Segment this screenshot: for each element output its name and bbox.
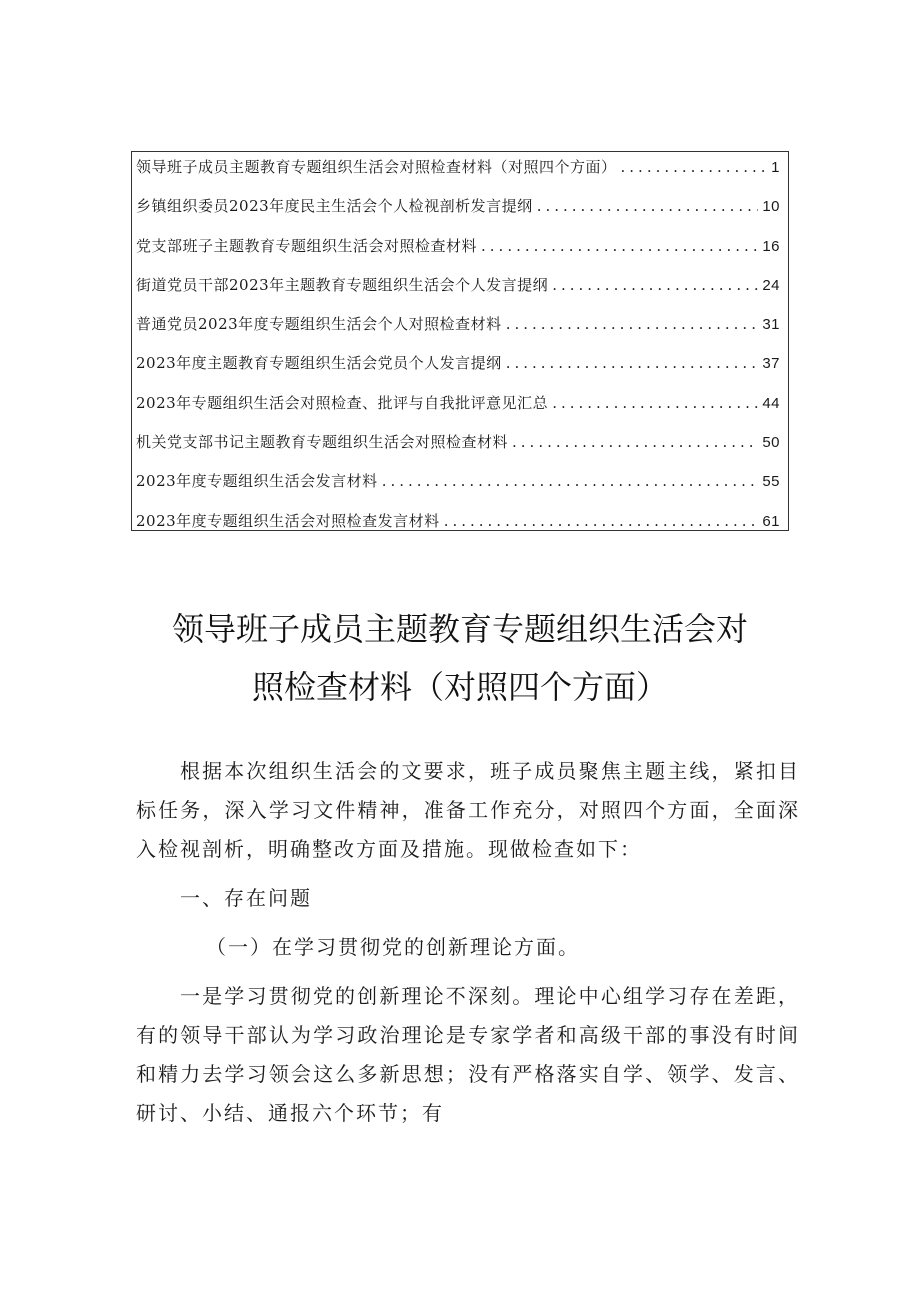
section-heading: 一、存在问题 — [180, 886, 312, 910]
toc-entry[interactable] — [136, 390, 780, 429]
toc-leader-dots — [552, 390, 758, 416]
subsection-heading: （一）在学习贯彻党的创新理论方面。 — [206, 935, 580, 959]
toc-entry[interactable] — [136, 193, 780, 232]
toc-entry-page: 24 — [762, 276, 780, 294]
toc-entry[interactable] — [136, 233, 780, 272]
toc-leader-dots — [506, 350, 759, 376]
toc-entry-page: 31 — [762, 316, 780, 334]
document-title-line-1: 领导班子成员主题教育专题组织生活会对 — [171, 610, 748, 648]
body-paragraph: 一是学习贯彻党的创新理论不深刻。理论中心组学习存在差距，有的领导干部认为学习政治理论是专家学者和高级干部的事没有时间和精力去学习领会这么多新思想；没有严格落实自学、领学、发言、研讨、小结、通报六个环节；有 — [136, 984, 800, 1125]
toc-entry[interactable] — [136, 350, 780, 389]
toc-entry-title: 机关党支部书记主题教育专题组织生活会对照检查材料 — [136, 433, 509, 452]
toc-entry-title: 党支部班子主题教育专题组织生活会对照检查材料 — [136, 236, 478, 255]
toc-entry-title: 2023年度专题组织生活会发言材料 — [136, 472, 378, 491]
toc-entry-page: 61 — [762, 512, 780, 530]
toc-entry-title: 普通党员2023年度专题组织生活会个人对照检查材料 — [136, 315, 502, 334]
toc-entry-page: 16 — [762, 237, 780, 255]
document-title-line-2: 照检查材料（对照四个方面） — [251, 668, 668, 706]
toc-leader-dots — [512, 429, 758, 455]
toc-leader-dots — [537, 193, 759, 219]
toc-entry[interactable] — [136, 429, 780, 468]
toc-entry-page: 10 — [762, 198, 780, 216]
toc-entry[interactable] — [136, 508, 780, 547]
toc-leader-dots — [506, 311, 759, 337]
toc-entry-page: 55 — [762, 473, 780, 491]
toc-entry-title: 2023年度主题教育专题组织生活会党员个人发言提纲 — [136, 354, 502, 373]
intro-paragraph: 根据本次组织生活会的文要求，班子成员聚焦主题主线，紧扣目标任务，深入学习文件精神，准备工作充分，对照四个方面，全面深入检视剖析，明确整改方面及措施。现做检查如下： — [136, 759, 800, 861]
toc-entry-page: 1 — [771, 159, 780, 176]
toc-entry[interactable] — [136, 311, 780, 350]
toc-entry[interactable] — [136, 468, 780, 507]
toc-entry-title: 2023年度专题组织生活会对照检查发言材料 — [136, 511, 440, 530]
toc-leader-dots — [444, 508, 759, 534]
toc-leader-dots — [621, 154, 768, 180]
document-title — [120, 600, 800, 716]
toc-leader-dots — [481, 233, 758, 259]
toc-entry-title: 乡镇组织委员2023年度民主生活会个人检视剖析发言提纲 — [136, 197, 533, 216]
toc-entry-title: 2023年专题组织生活会对照检查、批评与自我批评意见汇总 — [136, 393, 549, 412]
toc-entry-title: 领导班子成员主题教育专题组织生活会对照检查材料（对照四个方面） — [136, 158, 617, 176]
table-of-contents — [131, 151, 789, 531]
toc-entry[interactable] — [136, 154, 780, 193]
toc-entry-title: 街道党员干部2023年主题教育专题组织生活会个人发言提纲 — [136, 275, 549, 294]
toc-entry-page: 37 — [762, 355, 780, 373]
toc-leader-dots — [552, 272, 758, 298]
toc-entry-page: 50 — [762, 434, 780, 452]
toc-entry-page: 44 — [762, 394, 780, 412]
document-body — [136, 752, 800, 1143]
toc-entry[interactable] — [136, 272, 780, 311]
toc-leader-dots — [382, 468, 759, 494]
